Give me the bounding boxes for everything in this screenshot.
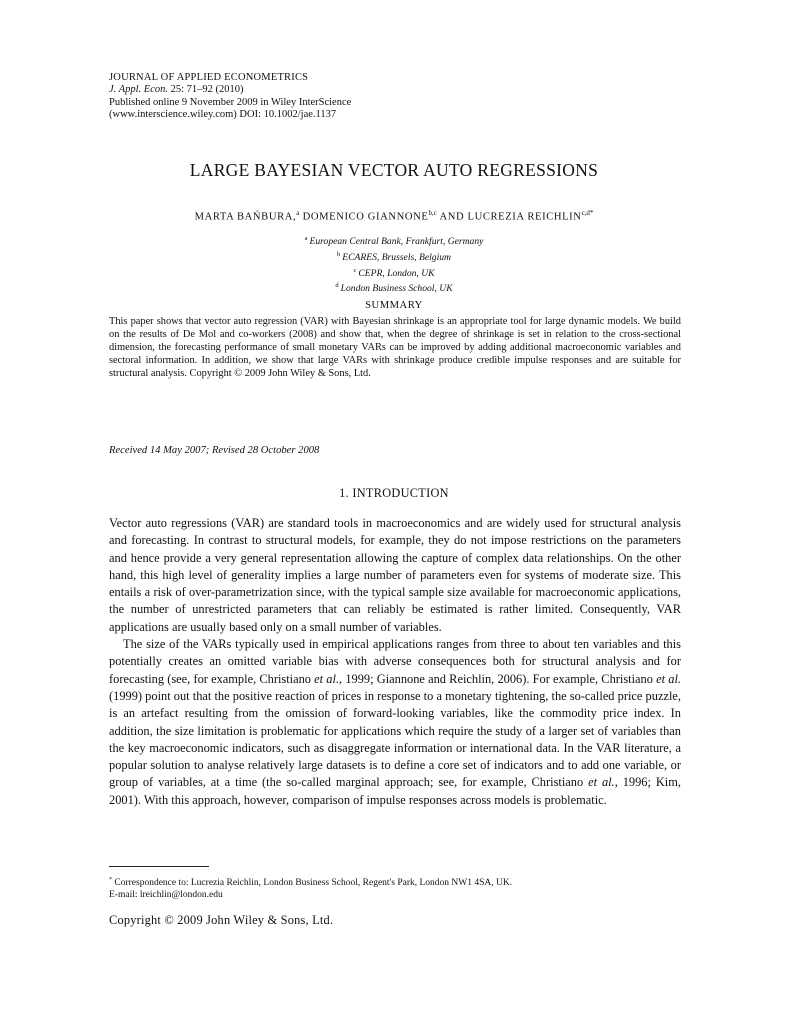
paragraph: Vector auto regressions (VAR) are standard tools in macroeconomics and are widely used for structural analysis and forecasting. In contrast to structural models, for example, they do not impose restrictions on the parameters and hence provide a very general representation allowing the capture of complex data relationships. On the other hand, this high level of generality implies a large number of parameters even for systems of moderate size. This entails a risk of over-parametrization since, with the typical sample size available for macroeconomic applications, the number of unrestricted parameters that can reliably be estimated is rather limited. Consequently, VAR applications are usually based only on a small number of variables. — [109, 516, 681, 634]
italic-run: et al. — [656, 671, 681, 686]
body-text — [109, 515, 681, 809]
author-list — [0, 209, 788, 223]
text-run: (1999) point out that the positive reaction of prices in response to a monetary tightening, the so-called price puzzle, is an artefact resulting from the omission of forward-looking variables, like the commodity price index. In addition, the size limitation is problematic for applications which require the study of a larger set of variables than the key macroeconomic indicators, such as disaggregate information or international data. In the VAR literature, a popular solution to analyse relatively large datasets is to define a core set of indicators and to add one variable, or group of variables, at a time (the so-called marginal approach; see, for example, Christiano — [109, 688, 681, 790]
summary-heading: SUMMARY — [365, 300, 423, 311]
affiliation-mark: c — [353, 266, 357, 274]
affiliation-text: CEPR, London, UK — [358, 267, 435, 279]
affiliation — [0, 233, 788, 249]
received-dates: Received 14 May 2007; Revised 28 October 2008 — [109, 445, 320, 456]
text-run: , 1999; Giannone and Reichlin, 2006). For example, Christiano — [339, 671, 657, 686]
affiliation — [0, 249, 788, 265]
affiliation — [0, 265, 788, 281]
paper-title: LARGE BAYESIAN VECTOR AUTO REGRESSIONS — [189, 160, 599, 180]
italic-run: et al. — [588, 775, 615, 790]
paragraph — [109, 636, 681, 809]
affiliation-text: ECARES, Brussels, Belgium — [342, 251, 451, 263]
journal-abbrev: J. Appl. Econ. — [109, 84, 169, 96]
author-affil-mark: c,d* — [581, 209, 594, 217]
footnote-text: Correspondence to: Lucrezia Reichlin, London Business School, Regent's Park, London NW1 4SA, UK. — [112, 878, 513, 889]
journal-header — [109, 72, 351, 122]
author-affil-mark: a — [296, 209, 300, 217]
affiliation-mark: b — [337, 250, 341, 258]
italic-run: et al. — [314, 671, 340, 686]
footnote-rule — [109, 866, 209, 867]
journal-doi-line: (www.interscience.wiley.com) DOI: 10.1002/jae.1137 — [109, 109, 337, 121]
affiliation-mark: d — [335, 282, 339, 290]
affiliation-text: London Business School, UK — [340, 283, 453, 295]
author-name: AND LUCREZIA REICHLIN — [436, 211, 582, 223]
footnote — [109, 874, 681, 902]
affiliation-list — [0, 233, 788, 296]
text-run: The size of the VARs typically used in empirical applications ranges from three to about ten variables and this potentially creates an omitted variable bias with adverse consequences both for structural analysis and for forecasting (see, for example, Christiano — [109, 637, 681, 686]
affiliation — [0, 280, 788, 296]
journal-citation — [109, 84, 351, 96]
journal-volume-pages: 25: 71–92 (2010) — [168, 84, 244, 96]
footnote-email: E-mail: lreichlin@london.edu — [109, 890, 223, 901]
journal-published-line: Published online 9 November 2009 in Wiley InterScience — [109, 96, 352, 108]
author-name: DOMENICO GIANNONE — [299, 211, 429, 223]
affiliation-mark: a — [304, 235, 308, 242]
copyright-line: Copyright © 2009 John Wiley & Sons, Ltd. — [109, 913, 334, 927]
affiliation-text: European Central Bank, Frankfurt, Germany — [309, 236, 484, 248]
author-affil-mark: b,c — [428, 209, 437, 217]
footnote-mark: * — [109, 877, 112, 883]
journal-name: JOURNAL OF APPLIED ECONOMETRICS — [109, 72, 309, 83]
footnote-correspondence — [109, 874, 681, 889]
author-name: MARTA BAŃBURA, — [194, 211, 297, 223]
text-run: , 1996; Kim, 2001). With this approach, however, comparison of impulse responses across models is problematic. — [109, 775, 681, 807]
summary-text: This paper shows that vector auto regression (VAR) with Bayesian shrinkage is an appropriate tool for large dynamic models. We build on the results of De Mol and co-workers (2008) and show that, when the degree of shrinkage is set in relation to the cross-sectional dimension, the forecasting performance of small monetary VARs can be improved by adding additional macroeconomic variables and sectoral information. In addition, we show that large VARs with shrinkage produce credible impulse responses and are suitable for structural analysis. Copyright © 2009 John Wiley & Sons, Ltd. — [109, 316, 681, 380]
section-heading: 1. INTRODUCTION — [339, 486, 449, 500]
